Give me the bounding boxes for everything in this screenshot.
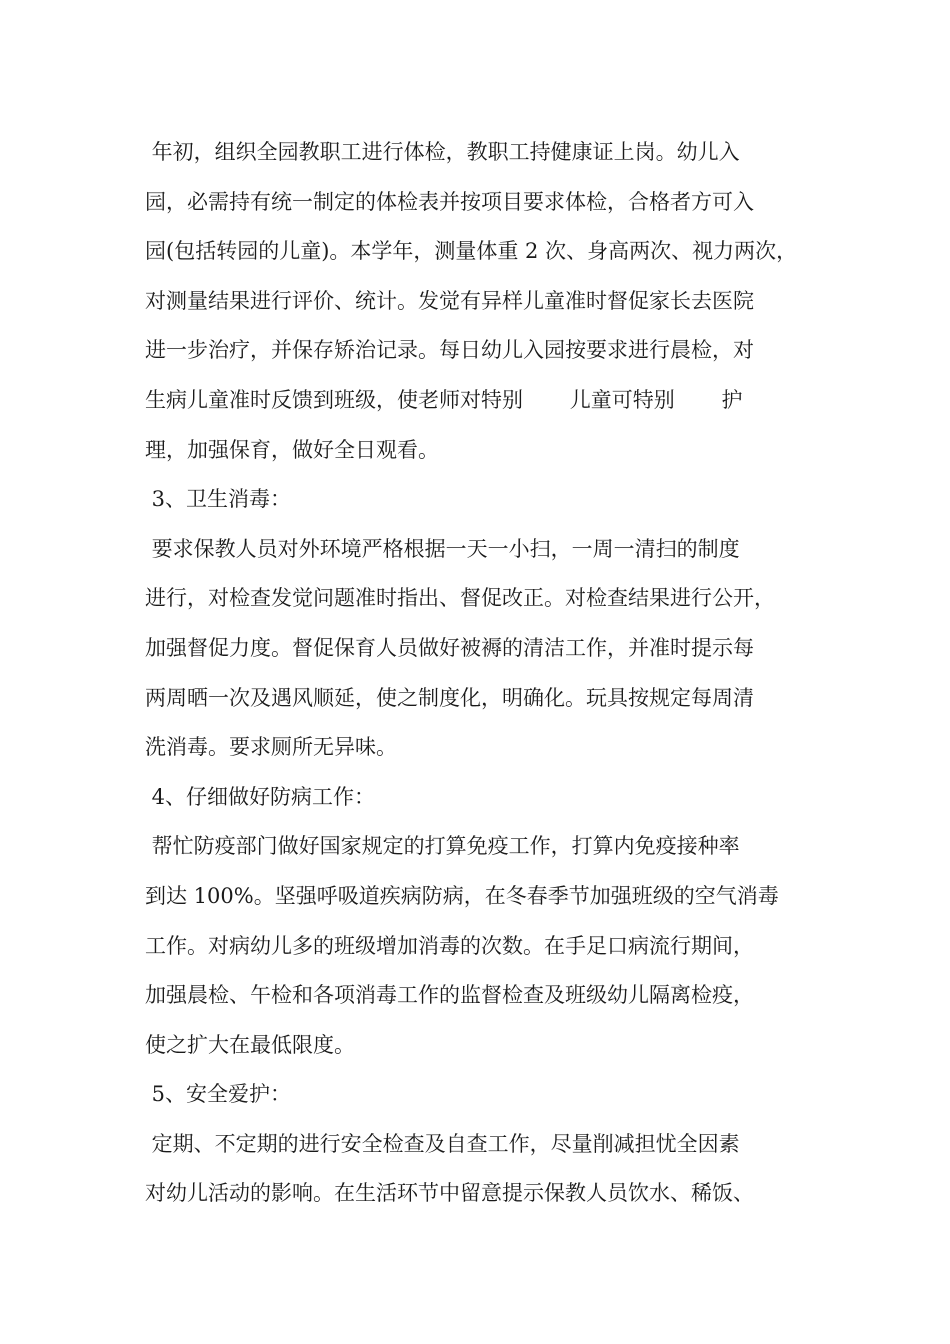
text-line: 进行，对检查发觉问题准时指出、督促改正。对检查结果进行公开， [145, 586, 775, 611]
text-line: 进一步治疗，并保存矫治记录。每日幼儿入园按要求进行晨检，对 [145, 338, 754, 363]
text-line: 要求保教人员对外环境严格根据一天一小扫，一周一清扫的制度 [145, 536, 740, 561]
text-line: 对幼儿活动的影响。在生活环节中留意提示保教人员饮水、稀饭、 [145, 1181, 754, 1206]
text-line: 年初，组织全园教职工进行体检，教职工持健康证上岗。幼儿入 [145, 140, 740, 164]
text-line: 理，加强保育，做好全日观看。 [145, 437, 439, 462]
section-heading: 5、安全爱护： [145, 1082, 292, 1107]
section-heading: 4、仔细做好防病工作： [145, 784, 376, 809]
text-line: 洗消毒。要求厕所无异味。 [145, 735, 397, 760]
text-line: 加强督促力度。督促保育人员做好被褥的清洁工作，并准时提示每 [145, 635, 754, 660]
text-line: 园(包括转园的儿童)。本学年，测量体重 2 次、身高两次、视力两次， [145, 239, 798, 264]
section-heading: 3、卫生消毒： [145, 487, 292, 512]
text-line: 帮忙防疫部门做好国家规定的打算免疫工作，打算内免疫接种率 [145, 834, 740, 859]
text-line: 生病儿童准时反馈到班级，使老师对特别 儿童可特别 护 [145, 387, 743, 412]
text-line: 使之扩大在最低限度。 [145, 1032, 355, 1057]
text-line: 工作。对病幼儿多的班级增加消毒的次数。在手足口病流行期间， [145, 933, 754, 958]
text-line: 园，必需持有统一制定的体检表并按项目要求体检，合格者方可入 [145, 189, 754, 214]
text-line: 到达 100%。坚强呼吸道疾病防病，在冬春季节加强班级的空气消毒 [145, 883, 779, 908]
text-line: 定期、不定期的进行安全检查及自查工作，尽量削减担忧全因素 [145, 1131, 740, 1156]
text-line: 对测量结果进行评价、统计。发觉有异样儿童准时督促家长去医院 [145, 288, 754, 313]
document-body [145, 128, 825, 1219]
text-line: 两周晒一次及遇风顺延，使之制度化，明确化。玩具按规定每周清 [145, 685, 754, 710]
text-line: 加强晨检、午检和各项消毒工作的监督检查及班级幼儿隔离检疫， [145, 983, 754, 1008]
